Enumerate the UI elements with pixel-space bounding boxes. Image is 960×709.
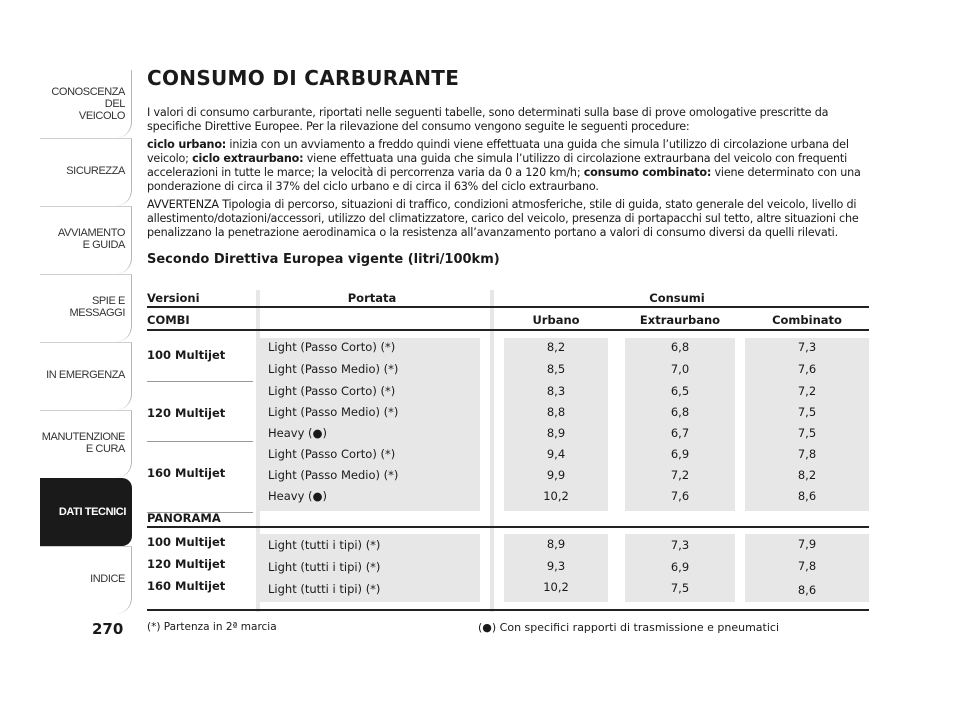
combinato-cell: 8,6 (797, 489, 817, 503)
header-combi: COMBI (147, 313, 190, 327)
header-urbano: Urbano (532, 313, 580, 327)
cycles-paragraph (147, 138, 869, 194)
extraurban-cycle-label: ciclo extraurbano: (192, 152, 304, 165)
tab-manutenzione-e-cura[interactable] (40, 410, 132, 478)
footnote-specific-ratios: (●) Con specifici rapporti di trasmissione e pneumatici (478, 621, 780, 634)
table-subtitle: Secondo Direttiva Europea vigente (litri/100km) (147, 252, 500, 267)
warning-paragraph: AVVERTENZA Tipologia di percorso, situazioni di traffico, condizioni atmosferiche, stile di guida, stato generale del veicolo, livello di allestimento/dotazioni/accessori, utilizzo del climatizzatore, carico del veicolo, presenza di portapacchi sul tetto, altre situazioni che penalizzano la penetrazione aerodinamica o la resistenza all’avanzamento portano a valori di consumo diversi da quelli rilevati. (147, 198, 859, 239)
tab-label: AVVIAMENTO (57, 227, 125, 239)
tab-label: DEL (104, 98, 125, 110)
combinato-cell: 8,2 (797, 468, 817, 482)
urbano-cell: 10,2 (543, 489, 569, 503)
combinato-cell: 7,3 (797, 340, 817, 354)
combinato-cell: 7,6 (797, 362, 817, 376)
header-versioni: Versioni (147, 291, 200, 305)
urbano-cell: 8,9 (546, 426, 566, 440)
version-label: 100 Multijet (147, 348, 226, 362)
tab-label: VEICOLO (78, 110, 125, 122)
urbano-cell: 9,3 (546, 559, 566, 573)
content (147, 66, 869, 267)
table-bottom-rule (147, 609, 869, 611)
load-cell: Heavy (●) (268, 489, 328, 503)
urbano-cell: 8,5 (546, 362, 566, 376)
header-portata: Portata (347, 291, 397, 305)
combinato-cell: 7,9 (797, 537, 817, 551)
footnote-second-gear: (*) Partenza in 2ª marcia (147, 621, 277, 633)
extraurban-cycle-text: viene effettuata una guida che simula l’utilizzo di circolazione extraurbana del veicolo con frequenti accelerazioni in tutte le marce; la velocità di percorrenza varia da 0 a 120 km/h; (147, 152, 848, 179)
extraurbano-cell: 6,7 (670, 426, 690, 440)
combinato-cell: 7,8 (797, 559, 817, 573)
version-label: 120 Multijet (147, 406, 226, 420)
tab-dati-tecnici[interactable] (40, 478, 132, 546)
extraurbano-cell: 6,5 (670, 384, 690, 398)
load-cell: Light (Passo Medio) (*) (268, 362, 399, 376)
combined-consumption-text: viene determinato con una ponderazione di circa il 37% del ciclo urbano e di circa il 63% del ciclo extraurbano. (147, 166, 861, 193)
page-title: CONSUMO DI CARBURANTE (147, 66, 460, 90)
tab-label: E CURA (85, 443, 125, 455)
urban-cycle-text: inizia con un avviamento a freddo quindi viene effettuata una guida che simula l’utilizzo di circolazione urbana del veicolo; (147, 138, 849, 165)
extraurbano-cell: 7,2 (670, 468, 690, 482)
version-label: 160 Multijet (147, 466, 226, 480)
header-extraurbano: Extraurbano (639, 313, 721, 327)
urban-cycle-label: ciclo urbano: (147, 138, 227, 151)
tab-label: E GUIDA (82, 239, 125, 251)
intro-paragraph: I valori di consumo carburante, riportati nelle seguenti tabelle, sono determinati sulla base di prove omologative prescritte da specifiche Direttive Europee. Per la rilevazione del consumo vengono seguite le seguenti procedure: (147, 106, 829, 133)
panorama-header: PANORAMA (147, 511, 221, 525)
extraurbano-cell: 6,8 (670, 405, 690, 419)
combinato-cell: 7,8 (797, 447, 817, 461)
tab-in-emergenza[interactable] (40, 342, 132, 410)
tab-avviamento-e-guida[interactable] (40, 206, 132, 274)
tab-spie-e-messaggi[interactable] (40, 274, 132, 342)
load-cell: Light (Passo Medio) (*) (268, 405, 399, 419)
combinato-cell: 7,5 (797, 426, 817, 440)
column-divider-shade (490, 290, 494, 612)
version-label: 100 Multijet (147, 535, 226, 549)
combined-consumption-label: consumo combinato: (583, 166, 712, 179)
version-label: 160 Multijet (147, 579, 226, 593)
load-cell: Light (Passo Corto) (*) (268, 384, 396, 398)
tab-label: IN EMERGENZA (46, 369, 125, 381)
row-separator (147, 381, 253, 382)
load-cell: Light (tutti i tipi) (*) (268, 582, 381, 596)
panorama-rule (147, 526, 869, 528)
extraurbano-cell: 7,6 (670, 489, 690, 503)
version-label: 120 Multijet (147, 557, 226, 571)
tab-sicurezza[interactable] (40, 138, 132, 206)
extraurbano-cell: 6,9 (670, 560, 690, 574)
extraurbano-cell: 7,0 (670, 362, 690, 376)
urbano-cell: 9,4 (546, 447, 566, 461)
combinato-cell: 7,2 (797, 384, 817, 398)
tab-label: SPIE E (91, 295, 125, 307)
tab-label: MESSAGGI (69, 307, 125, 319)
page-number: 270 (92, 620, 124, 638)
tab-label: INDICE (90, 573, 125, 585)
tab-label: MANUTENZIONE (41, 431, 125, 443)
urbano-cell: 10,2 (543, 580, 569, 594)
row-separator (147, 441, 253, 442)
header-consumi: Consumi (649, 291, 705, 305)
consumption-table (147, 290, 869, 612)
tab-label: DATI TECNICI (58, 506, 126, 518)
urbano-cell: 8,8 (546, 405, 566, 419)
load-cell: Light (tutti i tipi) (*) (268, 538, 381, 552)
urbano-cell: 8,3 (546, 384, 566, 398)
load-cell: Light (Passo Corto) (*) (268, 340, 396, 354)
load-cell: Light (tutti i tipi) (*) (268, 560, 381, 574)
combinato-cell: 7,5 (797, 405, 817, 419)
chapter-tabs (40, 70, 132, 614)
load-cell: Light (Passo Corto) (*) (268, 447, 396, 461)
load-cell: Light (Passo Medio) (*) (268, 468, 399, 482)
tab-conoscenza-del-veicolo[interactable] (40, 70, 132, 138)
extraurbano-cell: 7,3 (670, 538, 690, 552)
urbano-cell: 9,9 (546, 468, 566, 482)
extraurbano-cell: 6,8 (670, 340, 690, 354)
header-rule (147, 329, 869, 331)
tab-label: CONOSCENZA (51, 86, 125, 98)
header-rule (147, 306, 869, 308)
extraurbano-cell: 6,9 (670, 447, 690, 461)
combinato-cell: 8,6 (797, 583, 817, 597)
load-cell: Heavy (●) (268, 426, 328, 440)
extraurbano-cell: 7,5 (670, 581, 690, 595)
urbano-cell: 8,2 (546, 340, 566, 354)
tab-indice[interactable] (40, 546, 132, 614)
urbano-cell: 8,9 (546, 537, 566, 551)
tab-label: SICUREZZA (66, 165, 125, 177)
header-combinato: Combinato (772, 313, 842, 327)
